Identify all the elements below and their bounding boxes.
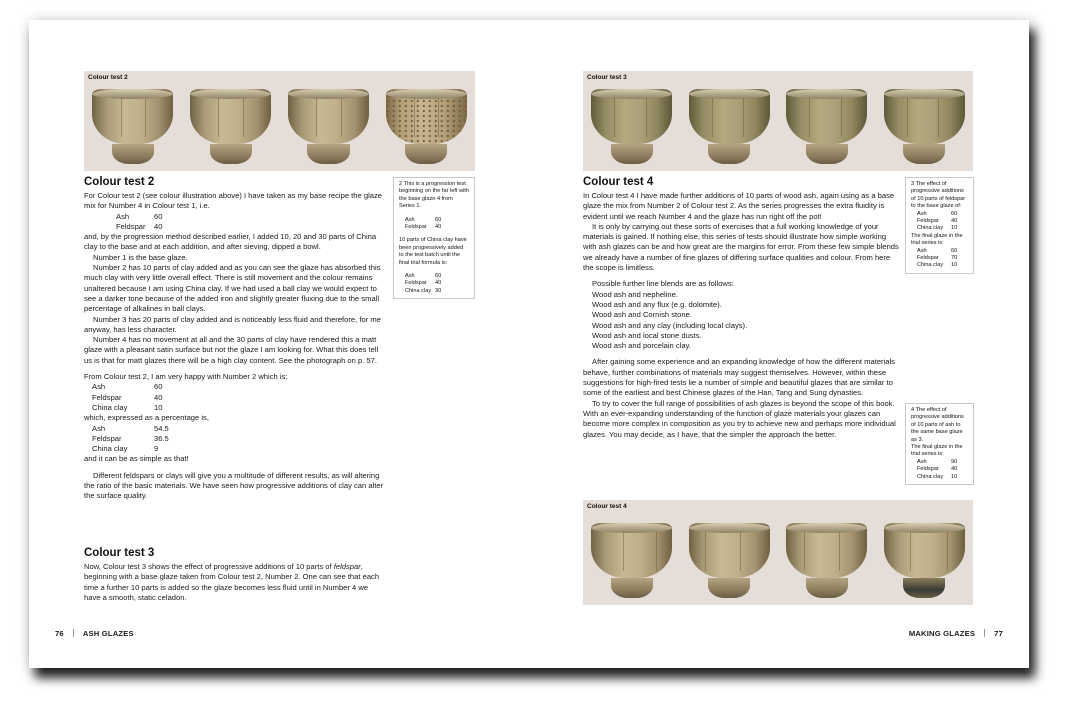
paragraph: and it can be as simple as that! [84, 454, 189, 464]
caption-recipe [911, 248, 968, 270]
recipe-material: China clay [405, 287, 432, 294]
heading-colour-test-2: Colour test 2 [84, 176, 155, 188]
caption-3 [905, 177, 974, 274]
recipe-parts: 60 [951, 247, 958, 254]
recipe-parts: 40 [951, 466, 958, 473]
caption-intro: 4 The effect of progressive additions of 10 parts of ash to the same base glaze as 3. [911, 407, 964, 443]
bowl-1 [588, 523, 676, 601]
recipe-material: Feldspar [92, 392, 122, 402]
caption-recipe [399, 273, 469, 295]
heading-colour-test-4: Colour test 4 [583, 176, 654, 188]
recipe-material: Ash [917, 247, 927, 254]
paragraph: which, expressed as a percentage is, [84, 413, 209, 423]
book-spread [29, 20, 1029, 668]
paragraph [84, 562, 384, 603]
recipe-material: Feldspar [92, 433, 122, 443]
recipe-material: Ash [92, 382, 106, 392]
page-number: 77 [994, 629, 1003, 638]
paragraph: Number 4 has no movement at all and the 30 parts of clay have rendered this a matt glaze with a pleasant satin surface but not the glaze I am looking for. What this does tell us is that for matt glazes there will be a high clay content. See the photograph on p. 57. [84, 335, 379, 365]
recipe-parts: 10 [951, 473, 958, 480]
caption-intro: 2 This is a progression test beginning on the far left with the base glaze 4 from Series 1. [399, 181, 469, 210]
left-folio [29, 629, 529, 638]
caption-recipe [911, 211, 968, 233]
photo-colour-test-2 [84, 71, 475, 171]
bowl-4 [880, 523, 968, 601]
caption-text: The final glaze in the trial series is: [911, 232, 963, 247]
right-folio [909, 629, 1003, 638]
photo-label: Colour test 2 [88, 74, 128, 81]
recipe-parts: 54.5 [154, 423, 169, 433]
recipe-material: Ash [917, 458, 927, 465]
paragraph: From Colour test 2, I am very happy with Number 2 which is: [84, 372, 288, 382]
list-item: Wood ash and local stone dusts. [592, 330, 702, 340]
recipe-parts: 40 [154, 221, 163, 231]
bowl-2 [187, 89, 275, 167]
body-text-colour-test-3 [84, 562, 384, 603]
base-recipe [84, 212, 384, 233]
folio-divider [984, 629, 985, 637]
recipe-material: Feldspar [917, 218, 939, 225]
text-run: , beginning with a base glaze taken from Colour test 2, Number 2. One can see that each time a further 10 parts is added so the glaze becomes less fluid until in Number 4 we have a smooth, static celadon. [84, 562, 380, 602]
recipe-parts: 40 [154, 392, 163, 402]
photo-colour-test-4 [583, 500, 973, 605]
recipe-parts: 10 [951, 262, 958, 269]
recipe-material: Ash [92, 423, 106, 433]
recipe-material: China clay [917, 225, 944, 232]
list-intro: Possible further line blends are as follows: [592, 279, 734, 289]
body-text-colour-test-4 [583, 191, 901, 440]
recipe-material: Ash [405, 273, 415, 280]
recipe-parts: 60 [435, 216, 442, 223]
bowl-4 [880, 89, 968, 167]
recipe-parts: 10 [951, 225, 958, 232]
paragraph: In Colour test 4 I have made further additions of 10 parts of wood ash, again using as a base glaze the mix from Number 2 of Colour test 2. As the series progresses the extra fluidity is evident until we reach Number 4 and the glaze has run right off the pot! [583, 191, 895, 221]
chosen-recipe [84, 382, 384, 413]
paragraph: It is only by carrying out these sorts of exercises that a full working knowledge of your materials is gained. If nothing else, this series of tests should illustrate how simple working with ash glazes can be and how great are the margins for error. From these few simple blends we already have a number of fine glazes of differing surface qualities and colour. From here the scope is limitless. [583, 221, 899, 273]
bowl-3 [783, 89, 871, 167]
paragraph: Number 2 has 10 parts of clay added and as you can see the glaze has absorbed this much clay with very little overall effect. There is still movement and the colour remains unaltered because I am using China clay. If we had used a ball clay we would expect to see a darker tone because of the added iron and slightly greater fluxing due to the small percentage of alkalines in ball clays. [84, 263, 381, 314]
page-number: 76 [55, 629, 64, 638]
recipe-material: China clay [92, 444, 128, 454]
bowl-4 [382, 89, 470, 167]
caption-4 [905, 403, 974, 485]
italic-text: feldspar [333, 562, 361, 571]
recipe-material: Feldspar [116, 221, 146, 231]
recipe-material: Ash [917, 210, 927, 217]
recipe-parts: 40 [951, 218, 958, 225]
recipe-parts: 30 [435, 287, 442, 294]
recipe-material: China clay [92, 402, 128, 412]
bowl-2 [685, 89, 773, 167]
recipe-parts: 36.5 [154, 433, 169, 443]
photo-label: Colour test 3 [587, 74, 627, 81]
recipe-material: China clay [917, 262, 944, 269]
recipe-parts: 60 [435, 273, 442, 280]
recipe-parts: 40 [435, 224, 442, 231]
paragraph: Number 3 has 20 parts of clay added and is noticeably less fluid and therefore, for me anyway, has less character. [84, 314, 381, 334]
recipe-parts: 40 [435, 280, 442, 287]
recipe-parts: 10 [154, 402, 163, 412]
recipe-material: Ash [405, 216, 415, 223]
recipe-material: Feldspar [405, 224, 427, 231]
photo-label: Colour test 4 [587, 503, 627, 510]
paragraph: After gaining some experience and an expanding knowledge of how the different materials behave, further combinations of materials may suggest themselves. However, within these suggestions for high-fired tests lie a number of simple and beautiful glazes that are similar to some of the earliest and best Chinese glazes of the Han, Tang and Sung dynasties. [583, 357, 895, 398]
caption-recipe [911, 459, 968, 481]
recipe-parts: 70 [951, 255, 958, 262]
paragraph: To try to cover the full range of possibilities of ash glazes is beyond the scope of this book. With an ever-expanding understanding of the function of glaze materials your glazes can become more complex in composition as you try to achieve new and perhaps more individual glazes. You may decide, as I have, that the simpler the approach the better. [583, 398, 896, 439]
line-blends-list [583, 279, 901, 351]
recipe-material: Feldspar [405, 280, 427, 287]
recipe-parts: 60 [951, 210, 958, 217]
section-title: ASH GLAZES [82, 629, 134, 638]
list-item: Wood ash and any flux (e.g. dolomite). [592, 299, 722, 309]
recipe-parts: 90 [951, 458, 958, 465]
caption-text: 10 parts of China clay have been progressively added to the test batch until the final trial formula is: [399, 237, 467, 266]
recipe-material: Feldspar [917, 255, 939, 262]
bowl-3 [783, 523, 871, 601]
recipe-material: China clay [917, 473, 944, 480]
caption-text: The final glaze in the trial series is: [911, 444, 963, 458]
section-title: MAKING GLAZES [908, 629, 976, 638]
list-item: Wood ash and any clay (including local clays). [592, 320, 748, 330]
recipe-material: Feldspar [917, 466, 939, 473]
caption-2 [393, 177, 475, 299]
percentage-recipe [84, 424, 384, 455]
recipe-parts: 9 [154, 444, 159, 454]
bowl-2 [685, 523, 773, 601]
list-item: Wood ash and Cornish stone. [592, 310, 692, 320]
text-run: Now, Colour test 3 shows the effect of progressive additions of 10 parts of [84, 562, 334, 571]
caption-intro: 3 The effect of progressive additions of 10 parts of feldspar to the base glaze of: [911, 181, 966, 210]
heading-colour-test-3: Colour test 3 [84, 547, 155, 559]
paragraph: Different feldspars or clays will give you a multitude of different results, as will altering the ratio of the basic materials. We have seen how progressive additions of clay can alter the surface quality. [84, 470, 384, 501]
recipe-material: Ash [116, 211, 130, 221]
bowl-1 [588, 89, 676, 167]
photo-colour-test-3 [583, 71, 973, 171]
list-item: Wood ash and porcelain clay. [592, 341, 691, 351]
paragraph: Number 1 is the base glaze. [93, 252, 188, 262]
folio-divider [73, 629, 74, 637]
bowl-1 [89, 89, 177, 167]
left-page [29, 20, 529, 668]
list-item: Wood ash and nepheline. [592, 289, 678, 299]
paragraph: and, by the progression method described earlier, I added 10, 20 and 30 parts of China clay to the base and at each addition, and after sieving, dipped a bowl. [84, 232, 377, 252]
paragraph: For Colour test 2 (see colour illustration above) I have taken as my base recipe the glaze mix for Number 4 in Colour test 1, i.e. [84, 191, 382, 211]
body-text-colour-test-2 [84, 191, 384, 502]
caption-recipe [399, 217, 469, 232]
right-page [529, 20, 1029, 668]
recipe-parts: 60 [154, 211, 163, 221]
bowl-3 [284, 89, 372, 167]
recipe-parts: 60 [154, 382, 163, 392]
